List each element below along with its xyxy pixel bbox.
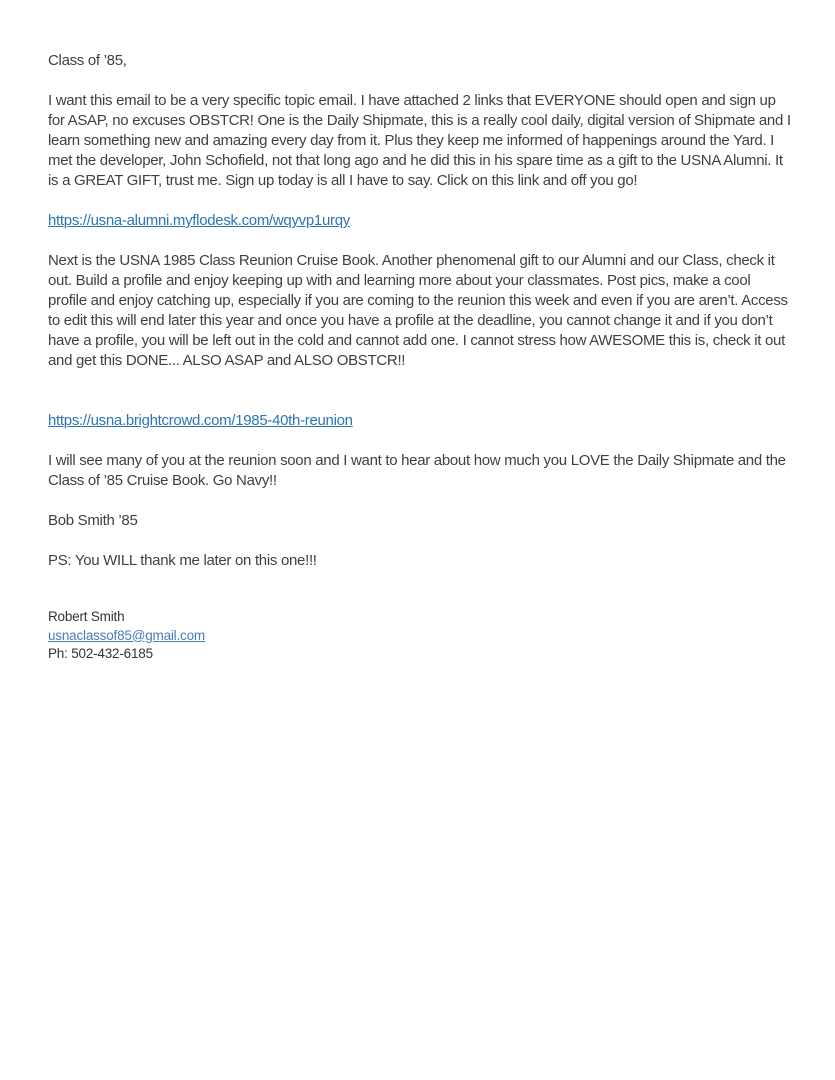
signature-email-link[interactable]: usnaclassof85@gmail.com bbox=[48, 627, 205, 643]
signature-email-line bbox=[48, 627, 793, 646]
link-line-2 bbox=[48, 411, 793, 431]
signature-block bbox=[48, 608, 793, 664]
reunion-cruise-book-link[interactable]: https://usna.brightcrowd.com/1985-40th-reunion bbox=[48, 412, 353, 429]
paragraph-cruise-book: Next is the USNA 1985 Class Reunion Cruise Book. Another phenomenal gift to our Alumni and our Class, check it out. Build a profile and enjoy keeping up with and learning more about your classmates. Post pics, make a cool profile and enjoy catching up, especially if you are coming to the reunion this week and even if you are aren’t. Access to edit this will end later this year and once you have a profile at the deadline, you cannot change it and if you don’t have a profile, you will be left out in the cold and cannot add one. I cannot stress how AWESOME this is, check it out and get this DONE... ALSO ASAP and ALSO OBSTCR!! bbox=[48, 252, 788, 369]
signature-name: Robert Smith bbox=[48, 609, 125, 624]
ps-line: PS: You WILL thank me later on this one!!! bbox=[48, 552, 317, 569]
salutation: Class of ’85, bbox=[48, 52, 127, 69]
signoff: Bob Smith ’85 bbox=[48, 512, 138, 529]
link-line-1 bbox=[48, 211, 793, 231]
paragraph-daily-shipmate: I want this email to be a very specific topic email. I have attached 2 links that EVERYONE should open and sign up for ASAP, no excuses OBSTCR! One is the Daily Shipmate, this is a really cool daily, digital version of Shipmate and I learn something new and amazing every day from it. Plus they keep me informed of happenings around the Yard. I met the developer, John Schofield, not that long ago and he did this in his spare time as a gift to the USNA Alumni. It is a GREAT GIFT, trust me. Sign up today is all I have to say. Click on this link and off you go! bbox=[48, 92, 791, 189]
signature-phone: Ph: 502-432-6185 bbox=[48, 646, 153, 661]
paragraph-closing: I will see many of you at the reunion soon and I want to hear about how much you LOVE the Daily Shipmate and the Class of ’85 Cruise Book. Go Navy!! bbox=[48, 452, 786, 489]
daily-shipmate-link[interactable]: https://usna-alumni.myflodesk.com/wqyvp1urqy bbox=[48, 212, 350, 229]
